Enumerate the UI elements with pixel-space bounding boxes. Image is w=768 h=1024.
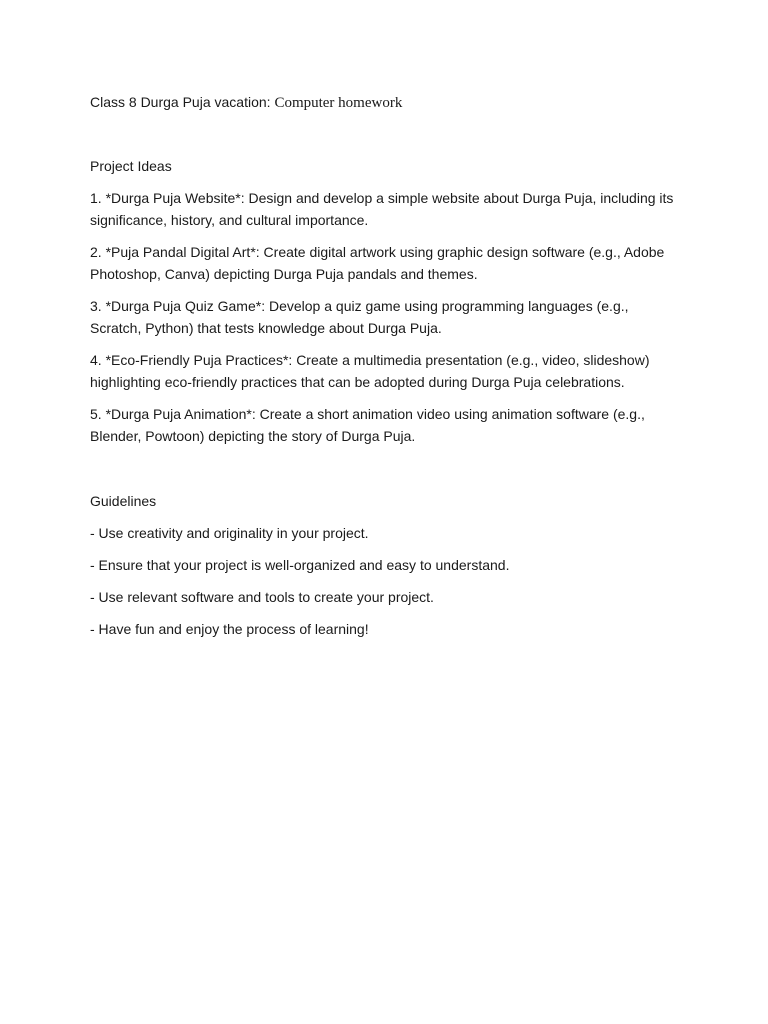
guideline-item: - Use creativity and originality in your project. — [90, 525, 369, 541]
document-title — [90, 92, 680, 113]
document-content — [90, 92, 680, 640]
guideline-item: - Ensure that your project is well-organized and easy to understand. — [90, 557, 510, 573]
title-subject: Computer homework — [274, 95, 403, 111]
project-ideas-heading: Project Ideas — [90, 158, 172, 174]
project-ideas-list — [90, 187, 680, 447]
guidelines-heading: Guidelines — [90, 493, 157, 509]
project-idea-item: 5. *Durga Puja Animation*: Create a short animation video using animation software (e.g., Blender, Powtoon) depicting the story of Durga Puja. — [90, 406, 645, 444]
guidelines-list — [90, 522, 680, 640]
project-idea-item: 2. *Puja Pandal Digital Art*: Create digital artwork using graphic design software (e.g., Adobe Photoshop, Canva) depicting Durga Puja pandals and themes. — [90, 244, 665, 282]
project-idea-item: 3. *Durga Puja Quiz Game*: Develop a quiz game using programming languages (e.g., Scratch, Python) that tests knowledge about Durga Puja. — [90, 298, 629, 336]
project-idea-item: 4. *Eco-Friendly Puja Practices*: Create a multimedia presentation (e.g., video, slideshow) highlighting eco-friendly practices that can be adopted during Durga Puja celebrations. — [90, 352, 650, 390]
guideline-item: - Use relevant software and tools to create your project. — [90, 589, 434, 605]
project-idea-item: 1. *Durga Puja Website*: Design and develop a simple website about Durga Puja, including its significance, history, and cultural importance. — [90, 190, 674, 228]
guideline-item: - Have fun and enjoy the process of learning! — [90, 621, 369, 637]
title-prefix: Class 8 Durga Puja vacation: — [90, 94, 275, 110]
